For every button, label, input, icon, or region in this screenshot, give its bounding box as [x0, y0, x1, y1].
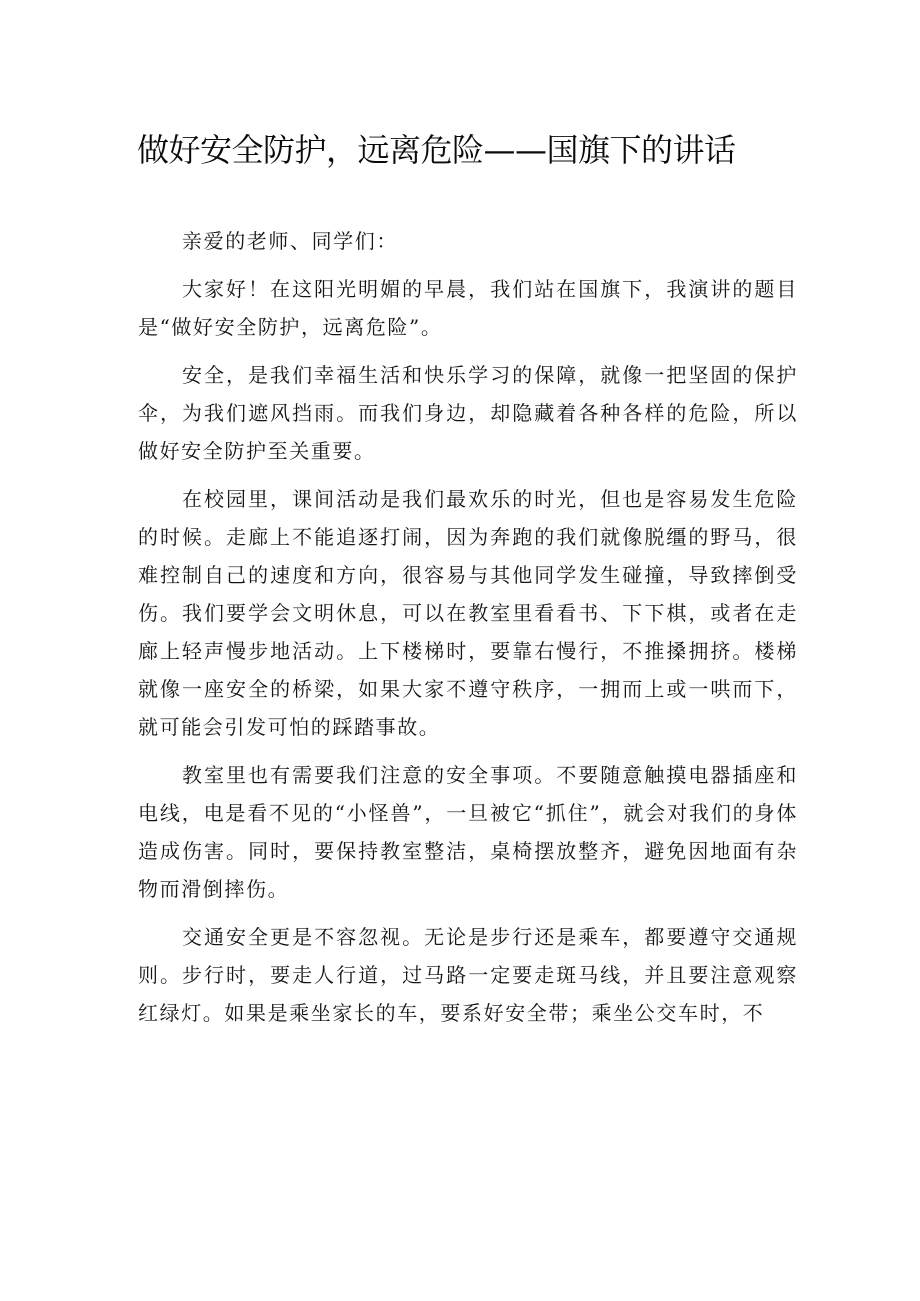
- paragraph-classroom-safety: 教室里也有需要我们注意的安全事项。不要随意触摸电器插座和电线，电是看不见的“小怪兽”，一旦被它“抓住”，就会对我们的身体造成伤害。同时，要保持教室整洁，桌椅摆放整齐，避免因地面有杂物而滑倒摔伤。: [138, 763, 798, 901]
- paragraph-campus-safety: 在校园里，课间活动是我们最欢乐的时光，但也是容易发生危险的时候。走廊上不能追逐打闹，因为奔跑的我们就像脱缰的野马，很难控制自己的速度和方向，很容易与其他同学发生碰撞，导致摔倒受伤。我们要学会文明休息，可以在教室里看看书、下下棋，或者在走廊上轻声慢步地活动。上下楼梯时，要靠右慢行，不推搡拥挤。楼梯就像一座安全的桥梁，如果大家不遵守秩序，一拥而上或一哄而下，就可能会引发可怕的踩踏事故。: [138, 487, 798, 739]
- paragraph-safety-importance: 安全，是我们幸福生活和快乐学习的保障，就像一把坚固的保护伞，为我们遮风挡雨。而我们身边，却隐藏着各种各样的危险，所以做好安全防护至关重要。: [138, 363, 798, 463]
- document-body: [138, 222, 798, 1032]
- paragraph-traffic-safety: 交通安全更是不容忽视。无论是步行还是乘车，都要遵守交通规则。步行时，要走人行道，过马路一定要走斑马线，并且要注意观察红绿灯。如果是乘坐家长的车，要系好安全带；乘坐公交车时，不: [138, 925, 798, 1025]
- paragraph-greeting: 亲爱的老师、同学们：: [182, 229, 398, 253]
- document-title: 做好安全防护，远离危险——国旗下的讲话: [137, 131, 736, 169]
- paragraph-opening: 大家好！在这阳光明媚的早晨，我们站在国旗下，我演讲的题目是“做好安全防护，远离危险”。: [138, 277, 798, 339]
